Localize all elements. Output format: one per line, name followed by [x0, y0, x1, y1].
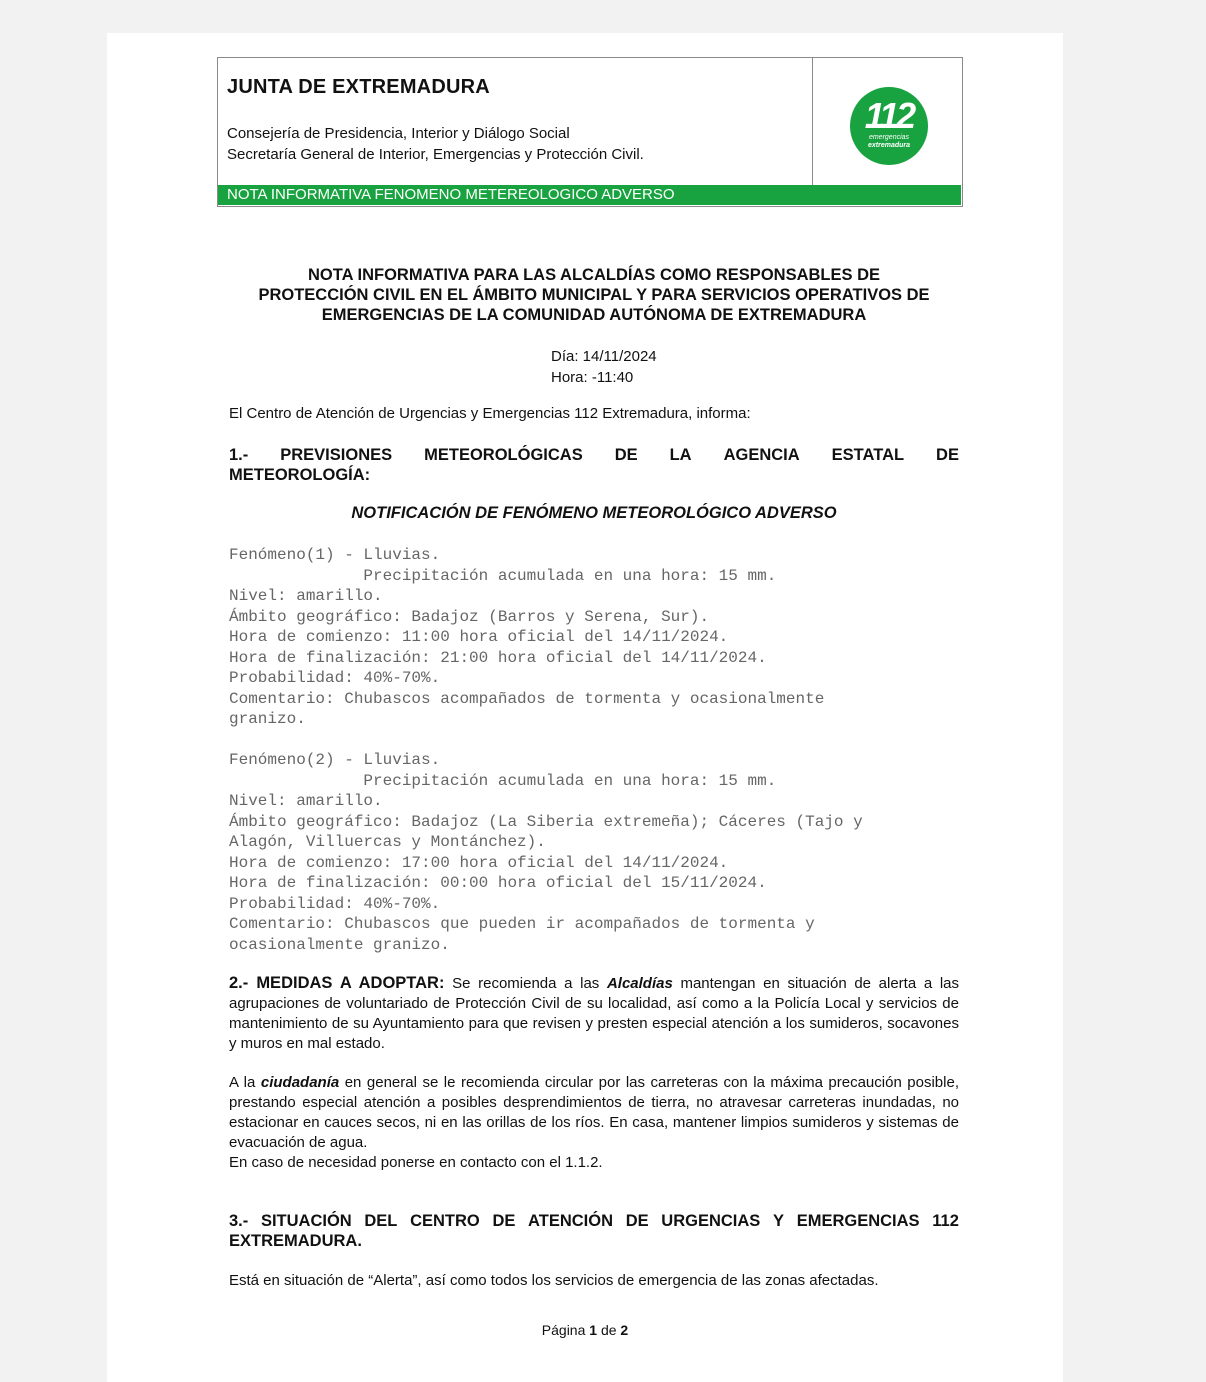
phenomenon-line: Hora de comienzo: 11:00 hora oficial del 14/11/2024.	[229, 628, 729, 646]
phenomenon-line: Hora de finalización: 00:00 hora oficial del 15/11/2024.	[229, 874, 767, 892]
issue-time: Hora: -11:40	[551, 369, 634, 386]
section-3-heading-line-2: EXTREMADURA.	[229, 1232, 362, 1250]
logo-subtitle-1: emergencias	[868, 134, 910, 141]
heading-word: EMERGENCIAS	[796, 1212, 920, 1230]
logo-number: 112	[864, 95, 914, 136]
page-label: Página	[541, 1322, 586, 1338]
section-1-heading-line	[229, 445, 959, 465]
main-title	[229, 265, 959, 325]
heading-word: DE	[625, 1212, 649, 1230]
measures-heading: 2.- MEDIDAS A ADOPTAR:	[229, 974, 445, 992]
measures-paragraph	[229, 973, 959, 1054]
heading-word: URGENCIAS	[661, 1212, 761, 1230]
department-line: Consejería de Presidencia, Interior y Diálogo Social	[227, 125, 570, 142]
heading-word: CENTRO	[410, 1212, 480, 1230]
phenomenon-line: Nivel: amarillo.	[229, 587, 383, 605]
main-title-line: NOTA INFORMATIVA PARA LAS ALCALDÍAS COMO RESPONSABLES DE	[308, 266, 880, 284]
phenomenon-line: Ámbito geográfico: Badajoz (La Siberia extremeña); Cáceres (Tajo y	[229, 812, 863, 831]
phenomenon-line: Probabilidad: 40%-70%.	[229, 894, 441, 913]
letterhead-text-cell	[218, 58, 813, 185]
measures-text: mantengan en situación de alerta a las agrupaciones de voluntariado de Protección Civil de su localidad, así como a la Policía Local y servicios de mantenimiento de su Ayuntamiento para que revisen y presten especial atención a los sumideros, socavones y muros en mal estado.	[229, 975, 960, 1052]
measures-emphasis: Alcaldías	[606, 975, 673, 992]
measures-text: Se recomienda a las	[444, 975, 607, 992]
page-footer	[107, 1322, 1063, 1338]
logo-subtitle-2: extremadura	[867, 142, 911, 149]
intro-text: El Centro de Atención de Urgencias y Emergencias 112 Extremadura, informa:	[229, 405, 751, 422]
phenomenon-line: Hora de comienzo: 17:00 hora oficial del 14/11/2024.	[229, 853, 729, 872]
phenomenon-line: granizo.	[229, 710, 306, 728]
citizens-emphasis: ciudadanía	[260, 1074, 340, 1091]
heading-word: METEOROLÓGICAS	[424, 446, 583, 464]
organization-name: JUNTA DE EXTREMADURA	[227, 76, 490, 98]
heading-word: DEL	[364, 1212, 398, 1230]
heading-word: DE	[492, 1212, 516, 1230]
section-1-heading-line-2: METEOROLOGÍA:	[229, 466, 371, 484]
phenomenon-line: Probabilidad: 40%-70%.	[229, 669, 441, 687]
issue-day: Día: 14/11/2024	[551, 348, 657, 365]
phenomenon-line: Precipitación acumulada en una hora: 15 mm.	[229, 771, 777, 790]
document-page	[107, 33, 1063, 1382]
heading-word: ATENCIÓN	[528, 1212, 613, 1230]
phenomenon-line: Precipitación acumulada en una hora: 15 mm.	[229, 566, 777, 585]
heading-word: SITUACIÓN	[260, 1212, 352, 1230]
heading-word: PREVISIONES	[280, 446, 393, 464]
heading-word: 3.-	[229, 1212, 249, 1230]
heading-word: AGENCIA	[723, 446, 800, 464]
main-title-line: EMERGENCIAS DE LA COMUNIDAD AUTÓNOMA DE EXTREMADURA	[321, 306, 867, 324]
heading-word: LA	[669, 446, 692, 464]
section-3-heading-line	[229, 1211, 959, 1231]
phenomenon-line: Fenómeno(1) - Lluvias.	[229, 546, 441, 564]
phenomenon-line: Comentario: Chubascos acompañados de tormenta y ocasionalmente	[229, 689, 825, 708]
secretariat-line: Secretaría General de Interior, Emergencias y Protección Civil.	[227, 146, 644, 163]
heading-word: ESTATAL	[831, 446, 905, 464]
section-3-heading	[229, 1211, 959, 1251]
document-type-band: NOTA INFORMATIVA FENOMENO METEREOLOGICO ADVERSO	[218, 185, 961, 205]
alert-status-text: Está en situación de “Alerta”, así como todos los servicios de emergencia de las zonas afectadas.	[229, 1272, 879, 1289]
heading-word: 1.-	[229, 446, 249, 464]
contact-line: En caso de necesidad ponerse en contacto con el 1.1.2.	[229, 1154, 603, 1171]
page-total: 2	[620, 1322, 629, 1338]
issue-date-block	[551, 346, 751, 388]
citizens-paragraph	[229, 1073, 959, 1173]
phenomenon-line: Nivel: amarillo.	[229, 792, 383, 810]
emergency-112-logo	[850, 87, 928, 165]
heading-word: 112	[932, 1212, 959, 1230]
page-number: 1	[589, 1322, 598, 1338]
notification-subtitle: NOTIFICACIÓN DE FENÓMENO METEOROLÓGICO ADVERSO	[351, 504, 837, 522]
phenomenon-line: Fenómeno(2) - Lluvias.	[229, 751, 441, 769]
phenomenon-1	[229, 545, 959, 730]
heading-word: DE	[614, 446, 638, 464]
section-1-heading	[229, 445, 959, 485]
heading-word: Y	[773, 1212, 785, 1230]
letterhead	[217, 57, 963, 207]
phenomenon-line: Alagón, Villuercas y Montánchez).	[229, 833, 546, 851]
phenomenon-line: Comentario: Chubascos que pueden ir acompañados de tormenta y	[229, 915, 815, 933]
heading-word: DE	[936, 446, 959, 464]
phenomenon-line: Ámbito geográfico: Badajoz (Barros y Serena, Sur).	[229, 607, 710, 626]
of-label: de	[600, 1322, 617, 1338]
phenomenon-2	[229, 750, 959, 955]
phenomenon-line: ocasionalmente granizo.	[229, 935, 450, 954]
citizens-advice: A la ciudadanía en general se le recomienda circular por las carreteras con la máxima precaución posible, prestando especial atención a posibles desprendimientos de tierra, no atravesar carreteras inundadas, no estacionar en cauces secos, ni en las orillas de los ríos. En casa, mantener limpios sumideros y sistemas de evacuación de agua.	[229, 1074, 959, 1151]
phenomenon-line: Hora de finalización: 21:00 hora oficial del 14/11/2024.	[229, 648, 767, 667]
main-title-line: PROTECCIÓN CIVIL EN EL ÁMBITO MUNICIPAL Y PARA SERVICIOS OPERATIVOS DE	[258, 286, 930, 304]
